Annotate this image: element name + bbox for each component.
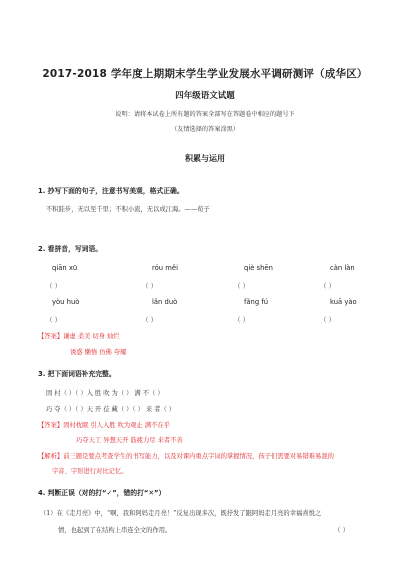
blank-4: （ ） — [320, 282, 336, 290]
answer-text: 固村枕眠 引人入胜 吹为观止 满不在乎 — [63, 422, 170, 429]
instruction-note: 说明：请将本试卷上所有题的答案全部写在答题卷中相应的题号下 — [115, 111, 295, 118]
instruction-note-2: （友情选择的答案涂黑） — [170, 126, 240, 133]
question-3-line-1: 固 村（ ）（ ）入 胜 吹 为（ ） 满 不（ ） — [46, 390, 164, 397]
blank-3: （ ） — [234, 282, 250, 290]
pinyin-4: càn làn — [330, 264, 355, 272]
answer-text: 谦虚 柔美 切身 灿烂 — [63, 333, 120, 340]
question-4-item-1-line-1: （1）在《走月亮》中，“啊，我和阿妈走月亮！”反复出现多次，既抒发了跟阿妈走月亮的幸福喜悦之 — [40, 510, 322, 517]
blank-8: （ ） — [320, 316, 336, 324]
answer-3-line-1 — [38, 420, 170, 429]
answer-2-line-2: 诱惑 懒惰 仿佛 夸耀 — [70, 349, 127, 356]
analysis-tag: 【解析】 — [38, 453, 64, 460]
pinyin-1: qiān xū — [52, 264, 78, 272]
blank-6: （ ） — [142, 316, 158, 324]
question-4-heading: 4. 判断正误（对的打“✓”，错的打“✕”） — [38, 489, 166, 497]
pinyin-8: kuā yào — [330, 298, 357, 306]
blank-7: （ ） — [234, 316, 250, 324]
pinyin-3: qiè shēn — [244, 264, 273, 272]
pinyin-7: fǎng fú — [244, 298, 269, 306]
analysis-text: 前三题是要点考查学生的书写能力，以及对课内重点字词的掌握情况，孩子们需要对易错难易混的 — [63, 453, 334, 460]
blank-5: （ ） — [46, 316, 62, 324]
answer-tag: 【答案】 — [38, 333, 64, 340]
blank-2: （ ） — [142, 282, 158, 290]
answer-2-line-1 — [38, 331, 120, 340]
answer-3-line-2: 巧夺天工 异想天开 筋疲力尽 来者不善 — [76, 437, 183, 444]
section-heading: 积累与运用 — [185, 154, 225, 163]
pinyin-5: yòu huò — [52, 298, 80, 306]
question-2-heading: 2. 看拼音，写词语。 — [38, 245, 103, 253]
blank-1: （ ） — [46, 282, 62, 290]
question-1-heading: 1. 抄写下面的句子，注意书写美观，格式正确。 — [38, 187, 184, 195]
question-3-heading: 3. 把下面词语补充完整。 — [38, 370, 116, 378]
question-3-line-2: 巧 夺（ ）（ ）天 开 莅 藏（ ）（ ） 来 者（ ） — [46, 406, 176, 413]
exam-subtitle: 四年级语文试题 — [175, 91, 235, 101]
question-4-item-1-line-2: 情，也起到了在结构上串连全文的作用。 — [58, 527, 172, 534]
question-1-text: 不积跬步，无以至千里；不积小流，无以成江海。——荀子 — [46, 206, 210, 213]
analysis-line-2: 字音、字形进行对比记忆。 — [52, 468, 128, 475]
exam-title: 2017-2018 学年度上期期末学生学业发展水平调研测评（成华区） — [42, 68, 368, 80]
analysis-line-1 — [38, 451, 334, 460]
question-4-item-1-blank: （ ） — [334, 526, 350, 534]
answer-tag: 【答案】 — [38, 422, 64, 429]
pinyin-6: lǎn duò — [152, 298, 178, 306]
pinyin-2: róu měi — [152, 264, 178, 272]
